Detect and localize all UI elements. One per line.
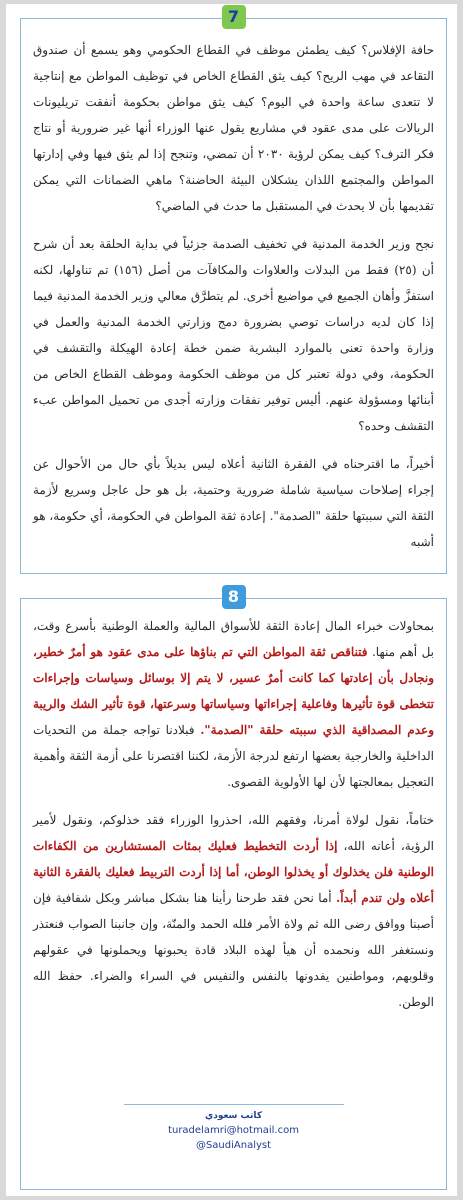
paragraph <box>33 613 434 795</box>
paragraph-text: أما نحن فقد طرحنا رأينا هنا بشكل مباشر وبكل شفافية فإن أصبنا ووافق رضى الله ثم ولاة الأمر فلله الحمد والمنّة، وإن جانبنا الصواب فنعتذر ونستغفر الله ونحمده أن هيأ لهذه البلاد قادة يحبونها ويحملونها في عقولهم وقلوبهم، ومواطنين يفدونها بالنفس والنفيس في السراء والضراء. حفظ الله الوطن. <box>33 891 434 1009</box>
emphasis-text: فتناقص ثقة المواطن التي تم بناؤها على مدى عقود هو أمرٌ خطير، ونجادل بأن إعادتها كما كانت أمرٌ عسير، لا يتم إلا بوسائل وسياسات وإجراءات تتخطى قوة تأثيرها وفاعلية إجراءاتها وسياساتها وسرعتها، قوة تأثير الشك والريبة وعدم المصداقية الذي سببته حلقة "الصدمة". <box>33 645 434 737</box>
author-title: كاتب سعودي <box>204 1111 263 1121</box>
paragraph-text: بمحاولات خبراء المال إعادة الثقة للأسواق المالية والعملة الوطنية بأسرع وقت، بل أهم منها. <box>33 619 434 659</box>
paragraph <box>33 807 434 1015</box>
signature-divider <box>124 1104 344 1105</box>
author-handle: @SaudiAnalyst <box>195 1140 272 1151</box>
paragraph-text: ختاماً، نقول لولاة أمرنا، وفقهم الله، احذروا الوزراء فقد خذلوكم، ونقول لأمير الرؤية، أعانه الله، <box>33 813 434 853</box>
author-signature <box>21 1104 446 1151</box>
paragraph: حافة الإفلاس؟ كيف يطمئن موظف في القطاع الحكومي وهو يسمع أن صندوق التقاعد في مهب الريح؟ كيف يثق القطاع الخاص في توظيف المواطن مع إنتاجية لا تتعدى ساعة واحدة في اليوم؟ كيف يثق مواطن بحكومة أنفقت تريليونات الريالات على مدى عقود في مشاريع يقول عنها الوزراء أنها غير ضرورية أو نتاج فكر الترف؟ كيف يمكن لرؤية ٢٠٣٠ أن تمضي، وتنجح إذا لم يثق فيها وفي إدارتها المواطن والمجتمع اللذان يشكلان البيئة الحاضنة؟ ماهي الضمانات التي يمكن تقديمها بأن لا يحدث في المستقبل ما حدث في الماضي؟ <box>33 43 434 213</box>
section-body <box>21 599 446 1015</box>
paragraph: نجح وزير الخدمة المدنية في تخفيف الصدمة جزئياً في بداية الحلقة بعد أن شرح أن (٢٥) فقط من البدلات والعلاوات والمكافآت من أصل (١٥٦) تم تناولها، لكنه استفزَّ وأهان الجميع في مواضيع أخرى. لم يتطرَّق معالي وزير الخدمة المدنية فيما إذا كان لديه دراسات توصي بضرورة دمج وزارتي الخدمة المدنية والعمل في وزارة واحدة تعنى بالموارد البشرية ضمن خطة إعادة الهيكلة والتقشف في الحكومة، وفي دولة تعتبر كل من موظف الحكومة وموظف القطاع الخاص من أبنائها ومسؤولة عنهم. أليس توفير نفقات وزارته أجدى من تحميل المواطن عبء التقشف وحده؟ <box>33 237 434 433</box>
section-number-badge: 8 <box>222 585 246 609</box>
emphasis-text: إذا أردت التخطيط فعليك بمئات المستشارين من الكفاءات الوطنية فلن يخذلوك أو يخذلوا الوطن، أما إذا أردت التربيط فعليك بالفقرة الثانية أعلاه ولن تندم أبداً. <box>33 839 434 905</box>
section-card-8 <box>20 587 447 1190</box>
section-body <box>21 19 446 555</box>
article-page <box>6 4 457 1196</box>
paragraph-text: فبلادنا تواجه جملة من التحديات الداخلية والخارجية بعضها ارتفع لدرجة الأزمة، لكننا اقتصرنا على أزمة الثقة وأهمية التعجيل بمعالجتها لأن لها الأولوية القصوى. <box>33 723 434 789</box>
section-number-badge: 7 <box>222 5 246 29</box>
author-email: turadelamri@hotmail.com <box>168 1125 299 1136</box>
section-card-7 <box>20 7 447 574</box>
paragraph: أخيراً، ما اقترحناه في الفقرة الثانية أعلاه ليس بديلاً بأي حال من الأحوال عن إجراء إصلاحات سياسية شاملة ضرورية وحتمية، بل هو حل عاجل وسريع لأزمة الثقة التي سببتها حلقة "الصدمة". إعادة ثقة المواطن في الحكومة، أي حكومة، هو أشبه <box>33 457 435 549</box>
